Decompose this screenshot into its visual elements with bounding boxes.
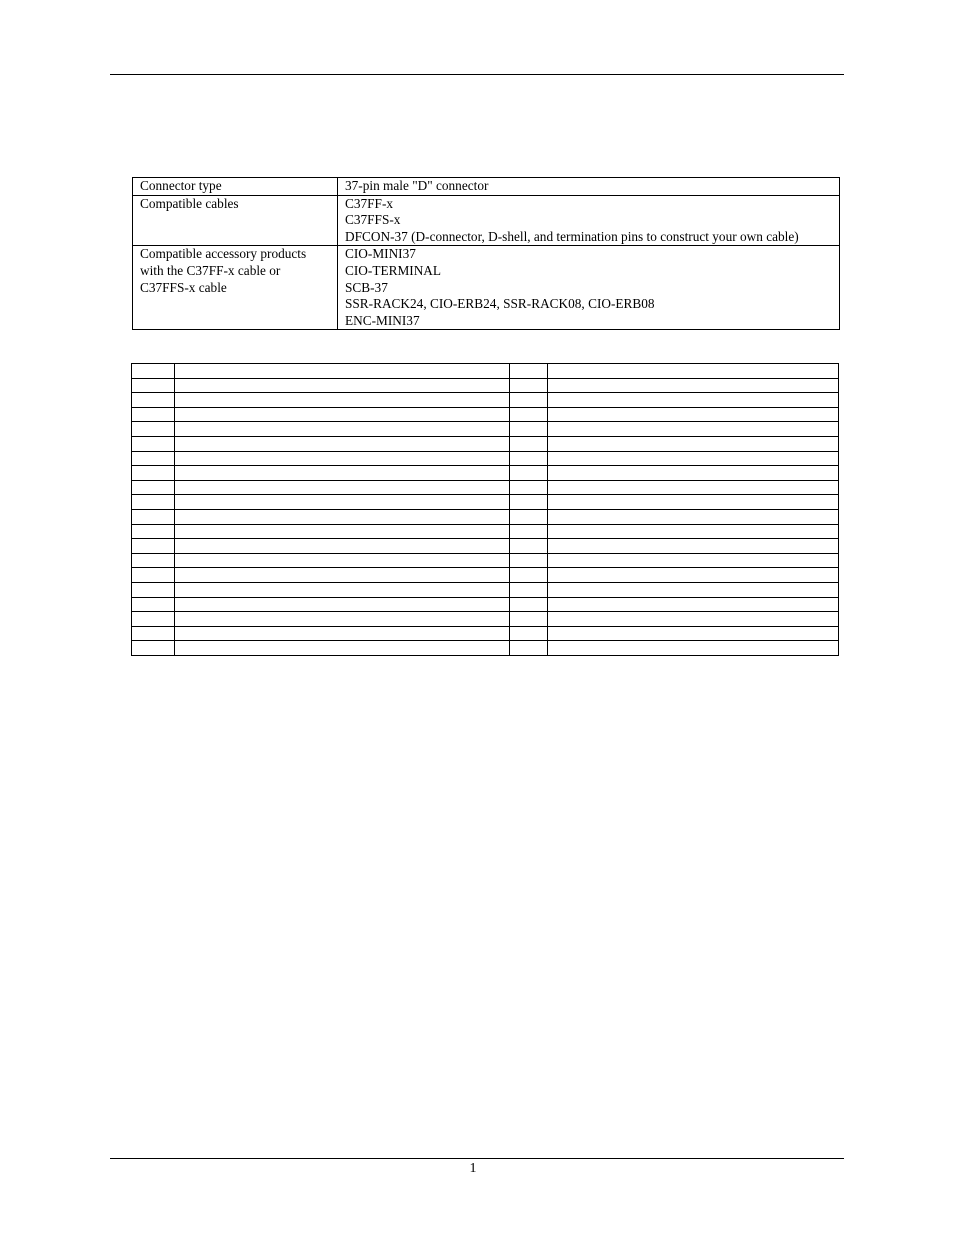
table-cell (509, 436, 547, 451)
table-row (133, 195, 840, 246)
table-cell (175, 466, 509, 481)
table-row (132, 539, 839, 554)
table-cell (547, 422, 838, 437)
table-cell (547, 509, 838, 524)
table-cell (132, 480, 175, 495)
table-row (132, 626, 839, 641)
table-cell (509, 641, 547, 656)
table-cell (132, 393, 175, 408)
table-cell (509, 364, 547, 379)
spec-label-text: C37FFS-x cable (140, 279, 227, 295)
table-cell (547, 364, 838, 379)
table-cell (132, 582, 175, 597)
table-row (132, 597, 839, 612)
table-cell (509, 539, 547, 554)
table-cell (175, 539, 509, 554)
table-cell (175, 641, 509, 656)
table-cell (175, 495, 509, 510)
table-row (132, 466, 839, 481)
table-cell (175, 451, 509, 466)
table-cell (132, 539, 175, 554)
table-cell (547, 582, 838, 597)
table-row (132, 553, 839, 568)
table-cell (132, 612, 175, 627)
table-cell (547, 626, 838, 641)
table-cell (175, 626, 509, 641)
table-cell (132, 364, 175, 379)
table-cell (547, 641, 838, 656)
table-cell (132, 553, 175, 568)
table-cell (132, 509, 175, 524)
table-cell (175, 364, 509, 379)
spec-label-text: Compatible cables (140, 195, 239, 211)
spec-value-text: CIO-TERMINAL (345, 262, 442, 278)
table-cell (509, 466, 547, 481)
spec-value-text: C37FFS-x (345, 212, 401, 228)
table-cell (547, 539, 838, 554)
spec-label-cell (133, 178, 338, 196)
table-cell (132, 495, 175, 510)
table-cell (175, 407, 509, 422)
table-cell (509, 451, 547, 466)
table-cell (175, 393, 509, 408)
table-row (132, 480, 839, 495)
table-cell (509, 480, 547, 495)
table-cell (175, 378, 509, 393)
table-cell (175, 524, 509, 539)
table-cell (547, 568, 838, 583)
table-row (132, 436, 839, 451)
table-row (132, 378, 839, 393)
table-row (132, 641, 839, 656)
spec-value-cell (338, 246, 840, 330)
table-cell (132, 524, 175, 539)
table-cell (132, 626, 175, 641)
table-cell (547, 553, 838, 568)
table-cell (509, 612, 547, 627)
table-cell (547, 524, 838, 539)
table-cell (547, 466, 838, 481)
table-cell (509, 597, 547, 612)
table-cell (509, 407, 547, 422)
spec-value-text: CIO-MINI37 (345, 246, 416, 262)
table-cell (547, 451, 838, 466)
table-cell (175, 553, 509, 568)
table-row (133, 246, 840, 330)
table-cell (132, 641, 175, 656)
connector-spec-table (132, 177, 840, 330)
page-number: 1 (469, 1161, 477, 1176)
spec-value-text: C37FF-x (345, 195, 394, 211)
spec-label-text: with the C37FF-x cable or (140, 262, 281, 278)
table-cell (175, 509, 509, 524)
table-cell (175, 582, 509, 597)
spec-value-text: 37-pin male "D" connector (345, 178, 489, 193)
table-cell (547, 597, 838, 612)
table-cell (509, 626, 547, 641)
table-cell (509, 553, 547, 568)
table-row (132, 422, 839, 437)
table-cell (175, 568, 509, 583)
table-cell (132, 451, 175, 466)
table-cell (132, 407, 175, 422)
table-cell (175, 612, 509, 627)
table-cell (547, 378, 838, 393)
table-row (132, 582, 839, 597)
spec-label-text: Connector type (140, 178, 222, 193)
spec-value-cell (338, 178, 840, 196)
spec-label-cell (133, 246, 338, 330)
table-row (132, 509, 839, 524)
spec-value-text: SCB-37 (345, 279, 388, 295)
table-cell (509, 378, 547, 393)
pinout-table (131, 363, 839, 656)
table-row (133, 178, 840, 196)
table-cell (509, 509, 547, 524)
table-cell (509, 495, 547, 510)
spec-value-text: ENC-MINI37 (345, 312, 420, 328)
spec-value-text: DFCON-37 (D-connector, D-shell, and termination pins to construct your own cable) (345, 228, 799, 244)
table-cell (175, 597, 509, 612)
table-cell (175, 436, 509, 451)
table-cell (132, 568, 175, 583)
table-cell (132, 466, 175, 481)
spec-value-text: SSR-RACK24, CIO-ERB24, SSR-RACK08, CIO-ERB08 (345, 296, 655, 312)
table-row (132, 451, 839, 466)
table-cell (509, 524, 547, 539)
table-cell (547, 436, 838, 451)
table-row (132, 495, 839, 510)
table-cell (175, 480, 509, 495)
table-cell (132, 378, 175, 393)
table-cell (509, 422, 547, 437)
table-cell (547, 393, 838, 408)
table-cell (547, 495, 838, 510)
table-row (132, 393, 839, 408)
table-cell (175, 422, 509, 437)
table-cell (132, 422, 175, 437)
table-row (132, 364, 839, 379)
header-rule (110, 74, 844, 75)
table-cell (132, 597, 175, 612)
table-cell (509, 568, 547, 583)
table-cell (547, 480, 838, 495)
spec-label-cell (133, 195, 338, 246)
table-cell (509, 582, 547, 597)
table-cell (509, 393, 547, 408)
table-row (132, 612, 839, 627)
table-row (132, 568, 839, 583)
table-cell (132, 436, 175, 451)
table-row (132, 407, 839, 422)
table-cell (547, 407, 838, 422)
table-cell (547, 612, 838, 627)
spec-label-text: Compatible accessory products (140, 246, 307, 262)
spec-value-cell (338, 195, 840, 246)
table-row (132, 524, 839, 539)
footer-rule (110, 1158, 844, 1159)
